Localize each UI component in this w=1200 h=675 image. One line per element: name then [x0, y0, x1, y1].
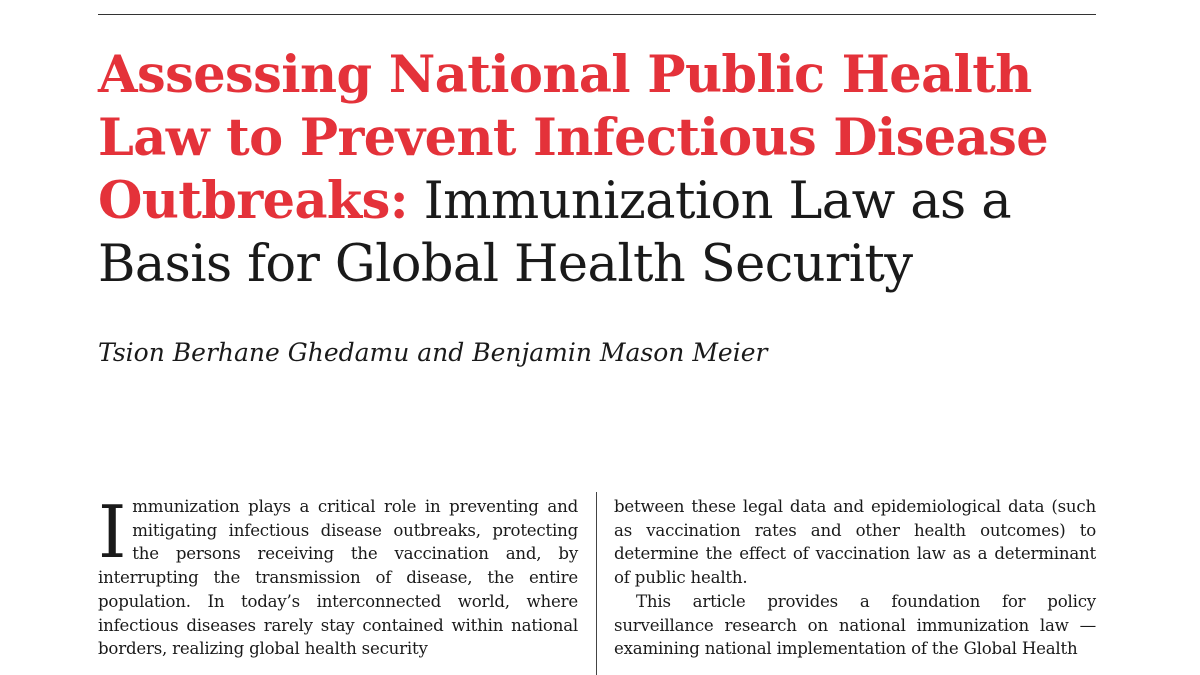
right-paragraph-2: This article provides a foundation for policy surveillance research on national immunization law — examining national implementation of the Global Health — [614, 591, 1096, 659]
body-column-left — [98, 490, 578, 661]
article-title — [98, 44, 1108, 296]
left-paragraph-1 — [98, 490, 578, 661]
column-divider — [596, 492, 597, 675]
drop-cap: I — [98, 490, 127, 574]
right-paragraph-1: between these legal data and epidemiological data (such as vaccination rates and other health outcomes) to determine the effect of vaccination law as a determinant of public health. — [614, 497, 1096, 588]
article-authors: Tsion Berhane Ghedamu and Benjamin Mason Meier — [98, 338, 768, 367]
top-rule — [98, 14, 1096, 15]
body-column-right — [614, 495, 1096, 661]
left-paragraph-1-text: mmunization plays a critical role in preventing and mitigating infectious disease outbreaks, protecting the persons receiving the vaccination and, by interrupting the transmission of disease, the entire population. In today’s interconnected world, where infectious diseases rarely stay contained within national borders, realizing global health security — [98, 497, 578, 659]
title-subtitle: Immunization Law as a Basis for Global Health Security — [98, 172, 1012, 294]
title-highlight: Assessing National Public Health Law to Prevent Infectious Disease Outbreaks: — [98, 45, 1049, 231]
